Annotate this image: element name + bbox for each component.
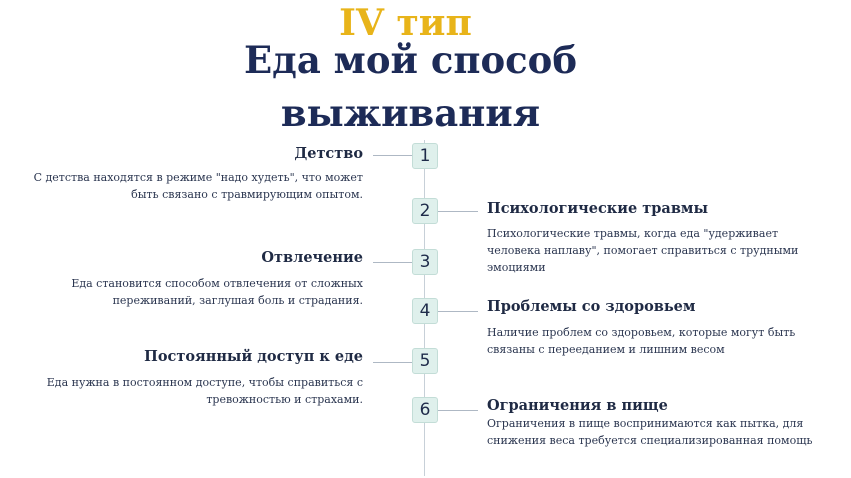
step-heading-4: Проблемы со здоровьем <box>487 298 696 315</box>
connector-4 <box>438 311 478 312</box>
step-text-5: Еда нужна в постоянном доступе, чтобы справиться с тревожностью и страхами. <box>46 376 363 406</box>
step-number-4: 4 <box>412 298 438 324</box>
connector-3 <box>373 262 413 263</box>
step-heading-6: Ограничения в пище <box>487 397 668 414</box>
step-text-4: Наличие проблем со здоровьем, которые могут быть связаны с перееданием и лишним весом <box>487 326 796 356</box>
slide-title-line-1: Еда мой способ <box>243 38 578 82</box>
step-text-6: Ограничения в пище воспринимаются как пытка, для снижения веса требуется специализированная помощь <box>487 417 813 447</box>
connector-1 <box>373 155 413 156</box>
step-heading-5: Постоянный доступ к еде <box>144 348 363 365</box>
step-text-1: С детства находятся в режиме "надо худеть", что может быть связано с травмирующим опытом. <box>33 171 363 201</box>
step-heading-2: Психологические травмы <box>487 200 709 217</box>
step-heading-1: Детство <box>294 145 363 162</box>
slide-title-line-2: выживания <box>280 91 541 135</box>
step-number-2: 2 <box>412 198 438 224</box>
step-text-2: Психологические травмы, когда еда "удерживает человека наплаву", помогает справиться с трудными эмоциями <box>487 227 799 274</box>
step-number-5: 5 <box>412 348 438 374</box>
slide-title <box>0 34 851 140</box>
slide-type-label: IV тип <box>339 2 472 44</box>
step-number-1: 1 <box>412 143 438 169</box>
connector-2 <box>438 211 478 212</box>
step-number-3: 3 <box>412 249 438 275</box>
connector-6 <box>438 410 478 411</box>
step-heading-3: Отвлечение <box>261 249 363 266</box>
step-number-6: 6 <box>412 397 438 423</box>
connector-5 <box>373 362 413 363</box>
step-text-3: Еда становится способом отвлечения от сложных переживаний, заглушая боль и страдания. <box>71 277 363 307</box>
